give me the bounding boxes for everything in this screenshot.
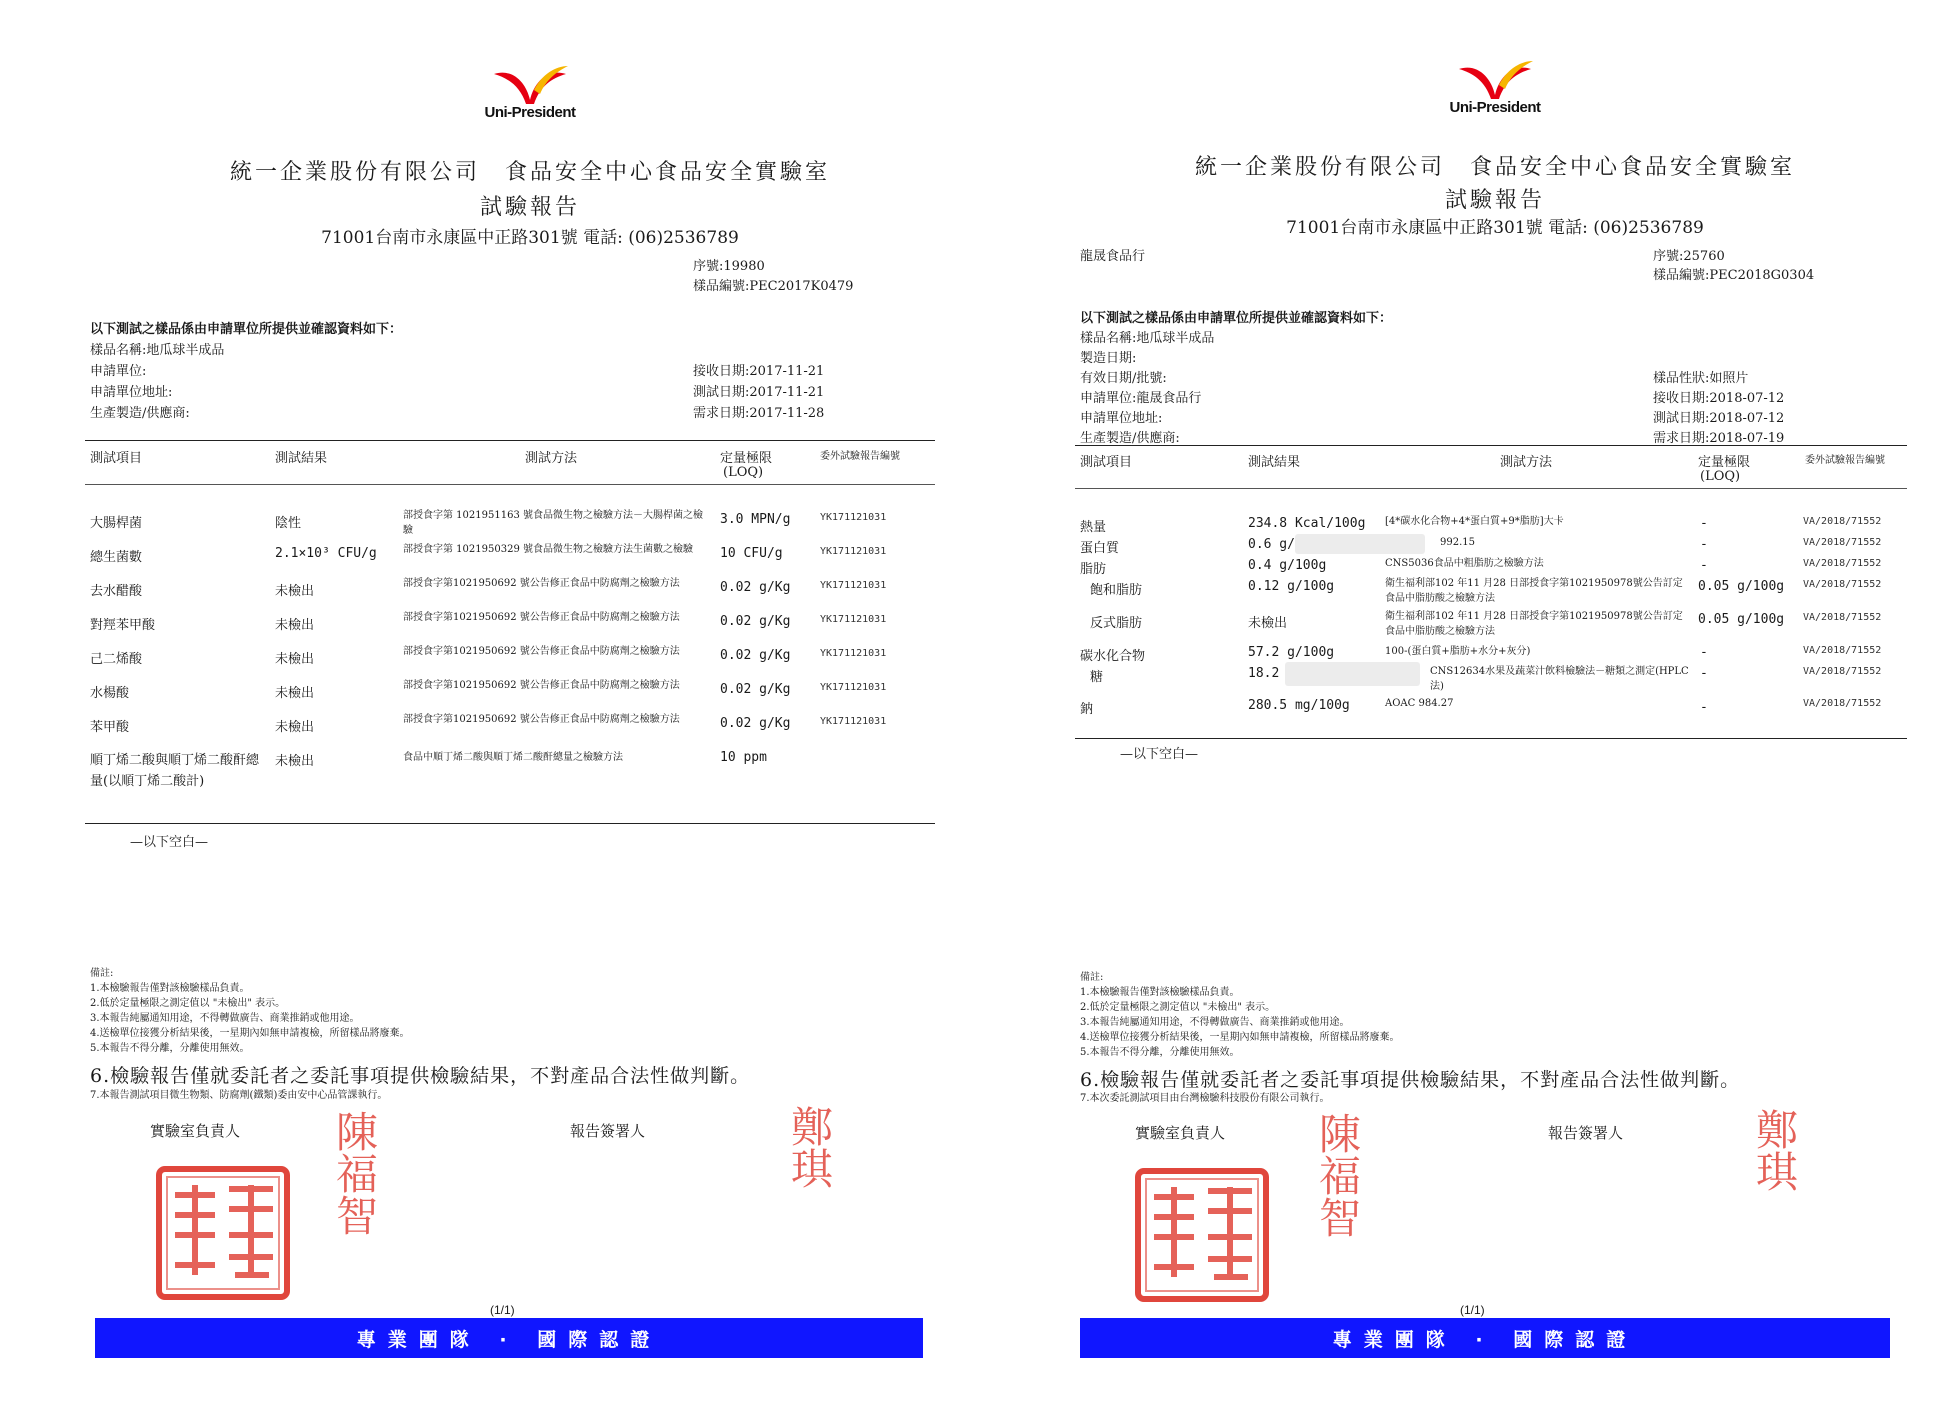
row-item: 反式脂肪 [1090,616,1143,631]
signer-label: 報告簽署人 [1548,1124,1624,1142]
row-code: VA/2018/71552 [1803,666,1882,677]
sample-number: 樣品編號:PEC2018G0304 [1653,268,1815,283]
note-7: 7.本報告測試項目微生物類、防腐劑(鐵類)委由安中心品管課執行。 [90,1090,388,1101]
notes-title: 備註: [90,968,114,979]
row-result: 未檢出 [275,618,315,633]
notes-title: 備註: [1080,972,1104,983]
row-method: 100-(蛋白質+脂肪+水分+灰分) [1385,646,1531,657]
lab-head-label: 實驗室負責人 [150,1122,241,1140]
row-result: 280.5 mg/100g [1248,698,1350,713]
row-item: 水楊酸 [90,686,130,701]
row-loq: - [1700,558,1708,573]
org-title: 統一企業股份有限公司 食品安全中心食品安全實驗室 [229,160,830,185]
row-method: 992.15 [1440,537,1475,548]
row-item: 飽和脂肪 [1090,583,1143,598]
note-item: 3.本報告純屬通知用途，不得轉做廣告、商業推銷或他用途。 [1080,1017,1350,1028]
expiry-batch: 有效日期/批號: [1080,371,1167,386]
official-seal-stamp [155,1165,291,1301]
row-item: 熱量 [1080,520,1107,535]
org-title: 統一企業股份有限公司 食品安全中心食品安全實驗室 [1194,155,1795,180]
row-code: VA/2018/71552 [1803,579,1882,590]
note-7: 7.本次委託測試項目由台灣檢驗科技股份有限公司執行。 [1080,1093,1330,1104]
row-loq: - [1700,666,1708,681]
lab-head-signature: 陳福智 [330,1110,379,1236]
note-item: 2.低於定量極限之測定值以 "未檢出" 表示。 [90,998,286,1009]
row-result: 0.6 g/ [1248,537,1295,552]
note-item: 3.本報告純屬通知用途，不得轉做廣告、商業推銷或他用途。 [90,1013,360,1024]
row-method: [4*碳水化合物+4*蛋白質+9*脂肪]大卡 [1385,516,1564,527]
row-loq: 0.02 g/Kg [720,580,791,595]
header-method: 測試方法 [1500,455,1553,470]
row-result: 未檢出 [275,584,315,599]
row-loq: 10 CFU/g [720,546,783,561]
row-item: 大腸桿菌 [90,516,143,531]
end-mark: —以下空白— [1120,747,1199,762]
serial-number: 序號:19980 [693,259,765,274]
header-loq-abbr: (LOQ) [1700,469,1741,484]
row-loq: - [1700,645,1708,660]
row-item: 蛋白質 [1080,541,1120,556]
report-page-left [90,0,970,1406]
redacted-area [1285,662,1420,686]
bird-logo-icon [1455,55,1535,103]
client-name: 龍晟食品行 [1080,249,1146,264]
row-item: 糖 [1090,670,1104,685]
brand-name: Uni-President [484,104,576,121]
row-loq: 0.05 g/100g [1698,579,1785,594]
row-result: 18.2 [1248,666,1280,681]
row-method: 部授食字第1021950692 號公告修正食品中防腐劑之檢驗方法 [403,714,680,725]
header-bottom-rule [85,484,935,485]
note-item: 1.本檢驗報告僅對該檢驗樣品負責。 [90,983,250,994]
report-title: 試驗報告 [1444,188,1545,213]
row-code: YK171121031 [820,648,887,659]
row-item: 脂肪 [1080,562,1107,577]
row-code: YK171121031 [820,682,887,693]
header-item: 測試項目 [1080,455,1133,470]
header-loq: 定量極限 [720,451,773,466]
official-seal-stamp [1134,1167,1270,1303]
serial-number: 序號:25760 [1653,249,1725,264]
manufacturer: 生產製造/供應商: [90,406,190,421]
end-mark: —以下空白— [130,835,209,850]
row-loq: 0.02 g/Kg [720,682,791,697]
row-loq: 0.05 g/100g [1698,612,1785,627]
address: 71001台南市永康區中正路301號 電話: (06)2536789 [1286,218,1704,238]
sample-number: 樣品編號:PEC2017K0479 [693,279,854,294]
row-method: 衛生福利部102 年11 月28 日部授食字第1021950978號公告訂定食品中脂肪酸之檢驗方法 [1385,578,1683,604]
row-item: 總生菌數 [90,550,143,565]
intro-text: 以下測試之樣品係由申請單位所提供並確認資料如下： [90,322,403,337]
header-outsource-code: 委外試驗報告編號 [820,451,900,462]
row-result: 未檢出 [275,754,315,769]
note-item: 4.送檢單位接獲分析結果後，一星期內如無申請複檢，所留樣品將廢棄。 [90,1028,410,1039]
sample-state: 樣品性狀:如照片 [1653,371,1749,386]
row-loq: 0.02 g/Kg [720,614,791,629]
report-page-right [1070,0,1920,1406]
note-6: 6.檢驗報告僅就委託者之委託事項提供檢驗結果，不對產品合法性做判斷。 [1080,1069,1741,1091]
row-result: 未檢出 [275,720,315,735]
bird-logo-icon [490,60,570,108]
applicant-address: 申請單位地址: [1080,411,1163,426]
row-method: 部授食字第1021950692 號公告修正食品中防腐劑之檢驗方法 [403,612,680,623]
certification-banner: 專業團隊 · 國際認證 [95,1318,923,1358]
row-method: CNS5036食品中粗脂肪之檢驗方法 [1385,558,1544,569]
row-result: 234.8 Kcal/100g [1248,516,1366,531]
row-loq: - [1700,537,1708,552]
row-method: CNS12634水果及蔬菜汁飲料檢驗法－糖類之測定(HPLC法) [1430,666,1689,692]
brand-name: Uni-President [1449,99,1541,116]
uni-president-logo [475,60,585,121]
row-item: 去水醋酸 [90,584,143,599]
test-date: 測試日期:2018-07-12 [1653,411,1785,426]
header-method: 測試方法 [525,451,578,466]
row-method: 部授食字第1021950692 號公告修正食品中防腐劑之檢驗方法 [403,578,680,589]
table-top-rule [1075,445,1907,446]
report-title: 試驗報告 [479,195,580,220]
note-6: 6.檢驗報告僅就委託者之委託事項提供檢驗結果，不對產品合法性做判斷。 [90,1065,751,1087]
mfg-date: 製造日期: [1080,351,1137,366]
row-method: AOAC 984.27 [1385,698,1454,709]
header-loq: 定量極限 [1698,455,1751,470]
row-code: VA/2018/71552 [1803,558,1882,569]
row-item: 碳水化合物 [1080,649,1146,664]
row-item: 鈉 [1080,702,1094,717]
row-result: 未檢出 [275,652,315,667]
row-result: 57.2 g/100g [1248,645,1335,660]
note-item: 5.本報告不得分離，分離使用無效。 [1080,1047,1240,1058]
header-bottom-rule [1075,488,1907,489]
notes [1080,970,1400,1060]
row-loq: 10 ppm [720,750,767,765]
note-item: 2.低於定量極限之測定值以 "未檢出" 表示。 [1080,1002,1276,1013]
row-code: VA/2018/71552 [1803,612,1882,623]
row-loq: - [1700,700,1708,715]
due-date: 需求日期:2018-07-19 [1653,431,1785,446]
row-code: VA/2018/71552 [1803,516,1882,527]
manufacturer: 生產製造/供應商: [1080,431,1180,446]
received-date: 接收日期:2017-11-21 [693,364,825,379]
address: 71001台南市永康區中正路301號 電話: (06)2536789 [321,228,739,248]
row-code: VA/2018/71552 [1803,698,1882,709]
page-number: (1/1) [1460,1303,1485,1317]
header-result: 測試結果 [275,451,328,466]
table-bottom-rule [1075,738,1907,739]
row-code: YK171121031 [820,512,887,523]
row-item: 順丁烯二酸與順丁烯二酸酐總量(以順丁烯二酸計) [90,753,260,789]
lab-head-signature: 陳福智 [1313,1112,1362,1238]
row-result: 2.1×10³ CFU/g [275,546,377,561]
note-item: 1.本檢驗報告僅對該檢驗樣品負責。 [1080,987,1240,998]
redacted-area [1295,534,1425,554]
row-item: 對羥苯甲酸 [90,618,156,633]
lab-head-label: 實驗室負責人 [1135,1124,1226,1142]
row-code: VA/2018/71552 [1803,537,1882,548]
row-method: 衛生福利部102 年11 月28 日部授食字第1021950978號公告訂定食品中脂肪酸之檢驗方法 [1385,611,1683,637]
row-code: YK171121031 [820,614,887,625]
header-result: 測試結果 [1248,455,1301,470]
test-date: 測試日期:2017-11-21 [693,385,825,400]
header-outsource-code: 委外試驗報告編號 [1805,455,1885,466]
row-code: YK171121031 [820,716,887,727]
row-method: 食品中順丁烯二酸與順丁烯二酸酐總量之檢驗方法 [403,752,623,763]
row-result: 0.4 g/100g [1248,558,1327,573]
applicant: 申請單位: [90,364,147,379]
row-result: 未檢出 [275,686,315,701]
row-loq: - [1700,516,1708,531]
row-item: 苯甲酸 [90,720,130,735]
page-number: (1/1) [490,1303,515,1317]
row-method: 部授食字第 1021951163 號食品微生物之檢驗方法－大腸桿菌之檢驗 [403,510,703,536]
row-loq: 0.02 g/Kg [720,648,791,663]
header-loq-abbr: (LOQ) [723,465,764,480]
note-item: 5.本報告不得分離，分離使用無效。 [90,1043,250,1054]
table-top-rule [85,440,935,441]
row-result: 未檢出 [1248,616,1288,631]
signer-label: 報告簽署人 [570,1122,646,1140]
row-loq: 3.0 MPN/g [720,512,791,527]
signer-signature: 鄭琪 [1750,1108,1799,1192]
applicant-address: 申請單位地址: [90,385,173,400]
row-code: YK171121031 [820,580,887,591]
row-result: 0.12 g/100g [1248,579,1335,594]
row-item: 己二烯酸 [90,652,143,667]
signer-signature: 鄭琪 [785,1105,834,1189]
table-bottom-rule [85,823,935,824]
received-date: 接收日期:2018-07-12 [1653,391,1785,406]
intro-text: 以下測試之樣品係由申請單位所提供並確認資料如下： [1080,311,1393,326]
sample-name: 樣品名稱:地瓜球半成品 [90,343,225,358]
sample-name: 樣品名稱:地瓜球半成品 [1080,331,1215,346]
notes [90,966,410,1056]
uni-president-logo [1440,55,1550,116]
row-code: YK171121031 [820,546,887,557]
due-date: 需求日期:2017-11-28 [693,406,825,421]
row-result: 陰性 [275,516,302,531]
header-item: 測試項目 [90,451,143,466]
applicant: 申請單位:龍晟食品行 [1080,391,1202,406]
note-item: 4.送檢單位接獲分析結果後，一星期內如無申請複檢，所留樣品將廢棄。 [1080,1032,1400,1043]
certification-banner: 專業團隊 · 國際認證 [1080,1318,1890,1358]
row-method: 部授食字第 1021950329 號食品微生物之檢驗方法生菌數之檢驗 [403,544,693,555]
row-method: 部授食字第1021950692 號公告修正食品中防腐劑之檢驗方法 [403,646,680,657]
row-code: VA/2018/71552 [1803,645,1882,656]
row-loq: 0.02 g/Kg [720,716,791,731]
row-method: 部授食字第1021950692 號公告修正食品中防腐劑之檢驗方法 [403,680,680,691]
